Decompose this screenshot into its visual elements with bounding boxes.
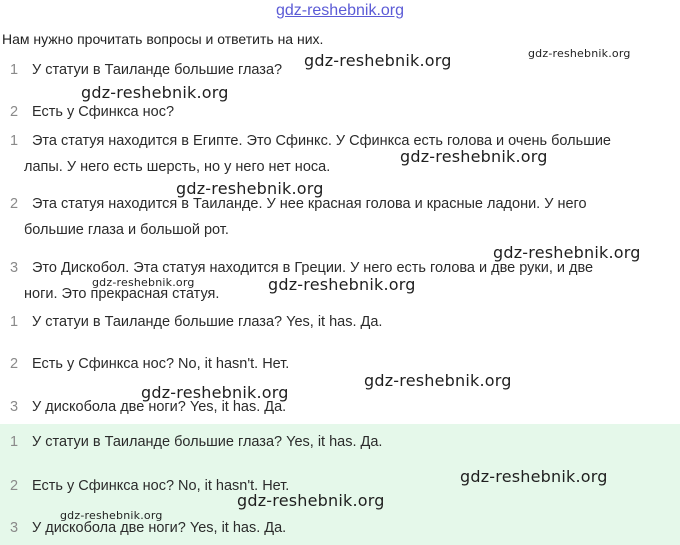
item-number: 1 [10,314,19,330]
item-number: 1 [10,434,19,450]
answer-text: У дискобола две ноги? Yes, it has. Да. [32,520,287,536]
text-line: лапы. У него есть шерсть, но у него нет носа. [24,159,331,175]
item-number: 3 [10,260,19,276]
text-item [10,128,670,180]
watermark: gdz-reshebnik.org [400,147,548,166]
item-number: 2 [10,478,19,494]
item-number: 2 [10,356,19,372]
watermark: gdz-reshebnik.org [92,276,195,289]
watermark: gdz-reshebnik.org [268,275,416,294]
intro-text: Нам нужно прочитать вопросы и ответить на них. [2,31,324,47]
answer-text: Есть у Сфинкса нос? No, it hasn't. Нет. [32,478,290,494]
text-line: большие глаза и большой рот. [24,222,229,238]
item-number: 1 [10,133,19,149]
text-line: Это Дискобол. Эта статуя находится в Греции. У него есть голова и две руки, и две [32,260,594,276]
watermark: gdz-reshebnik.org [493,243,641,262]
item-number: 1 [10,62,19,78]
answer-item [10,309,382,335]
text-item [10,191,670,243]
header-watermark-link[interactable]: gdz-reshebnik.org [275,2,405,19]
answer-text: Есть у Сфинкса нос? No, it hasn't. Нет. [32,356,290,372]
answer-text: У статуи в Таиланде большие глаза? Yes, it has. Да. [32,314,383,330]
watermark: gdz-reshebnik.org [304,51,452,70]
watermark: gdz-reshebnik.org [460,467,608,486]
answer-text: У дискобола две ноги? Yes, it has. Да. [32,399,287,415]
item-number: 3 [10,399,19,415]
text-line: Эта статуя находится в Египте. Это Сфинкс. У Сфинкса есть голова и очень большие [32,133,611,149]
question-item [10,99,174,125]
answer-item [10,351,289,377]
item-number: 3 [10,520,19,536]
watermark: gdz-reshebnik.org [364,371,512,390]
question-text: Есть у Сфинкса нос? [32,104,175,120]
watermark: gdz-reshebnik.org [141,383,289,402]
question-item [10,57,282,83]
watermark: gdz-reshebnik.org [176,179,324,198]
question-text: У статуи в Таиланде большие глаза? [32,62,283,78]
watermark: gdz-reshebnik.org [237,491,385,510]
watermark: gdz-reshebnik.org [60,509,163,522]
watermark: gdz-reshebnik.org [81,83,229,102]
watermark: gdz-reshebnik.org [528,47,631,60]
item-number: 2 [10,196,19,212]
item-number: 2 [10,104,19,120]
answer-text: У статуи в Таиланде большие глаза? Yes, it has. Да. [32,434,383,450]
text-line: ноги. Это прекрасная статуя. [24,286,220,302]
text-line: Эта статуя находится в Таиланде. У нее красная голова и красные ладони. У него [32,196,587,212]
final-answer-item [10,429,382,455]
